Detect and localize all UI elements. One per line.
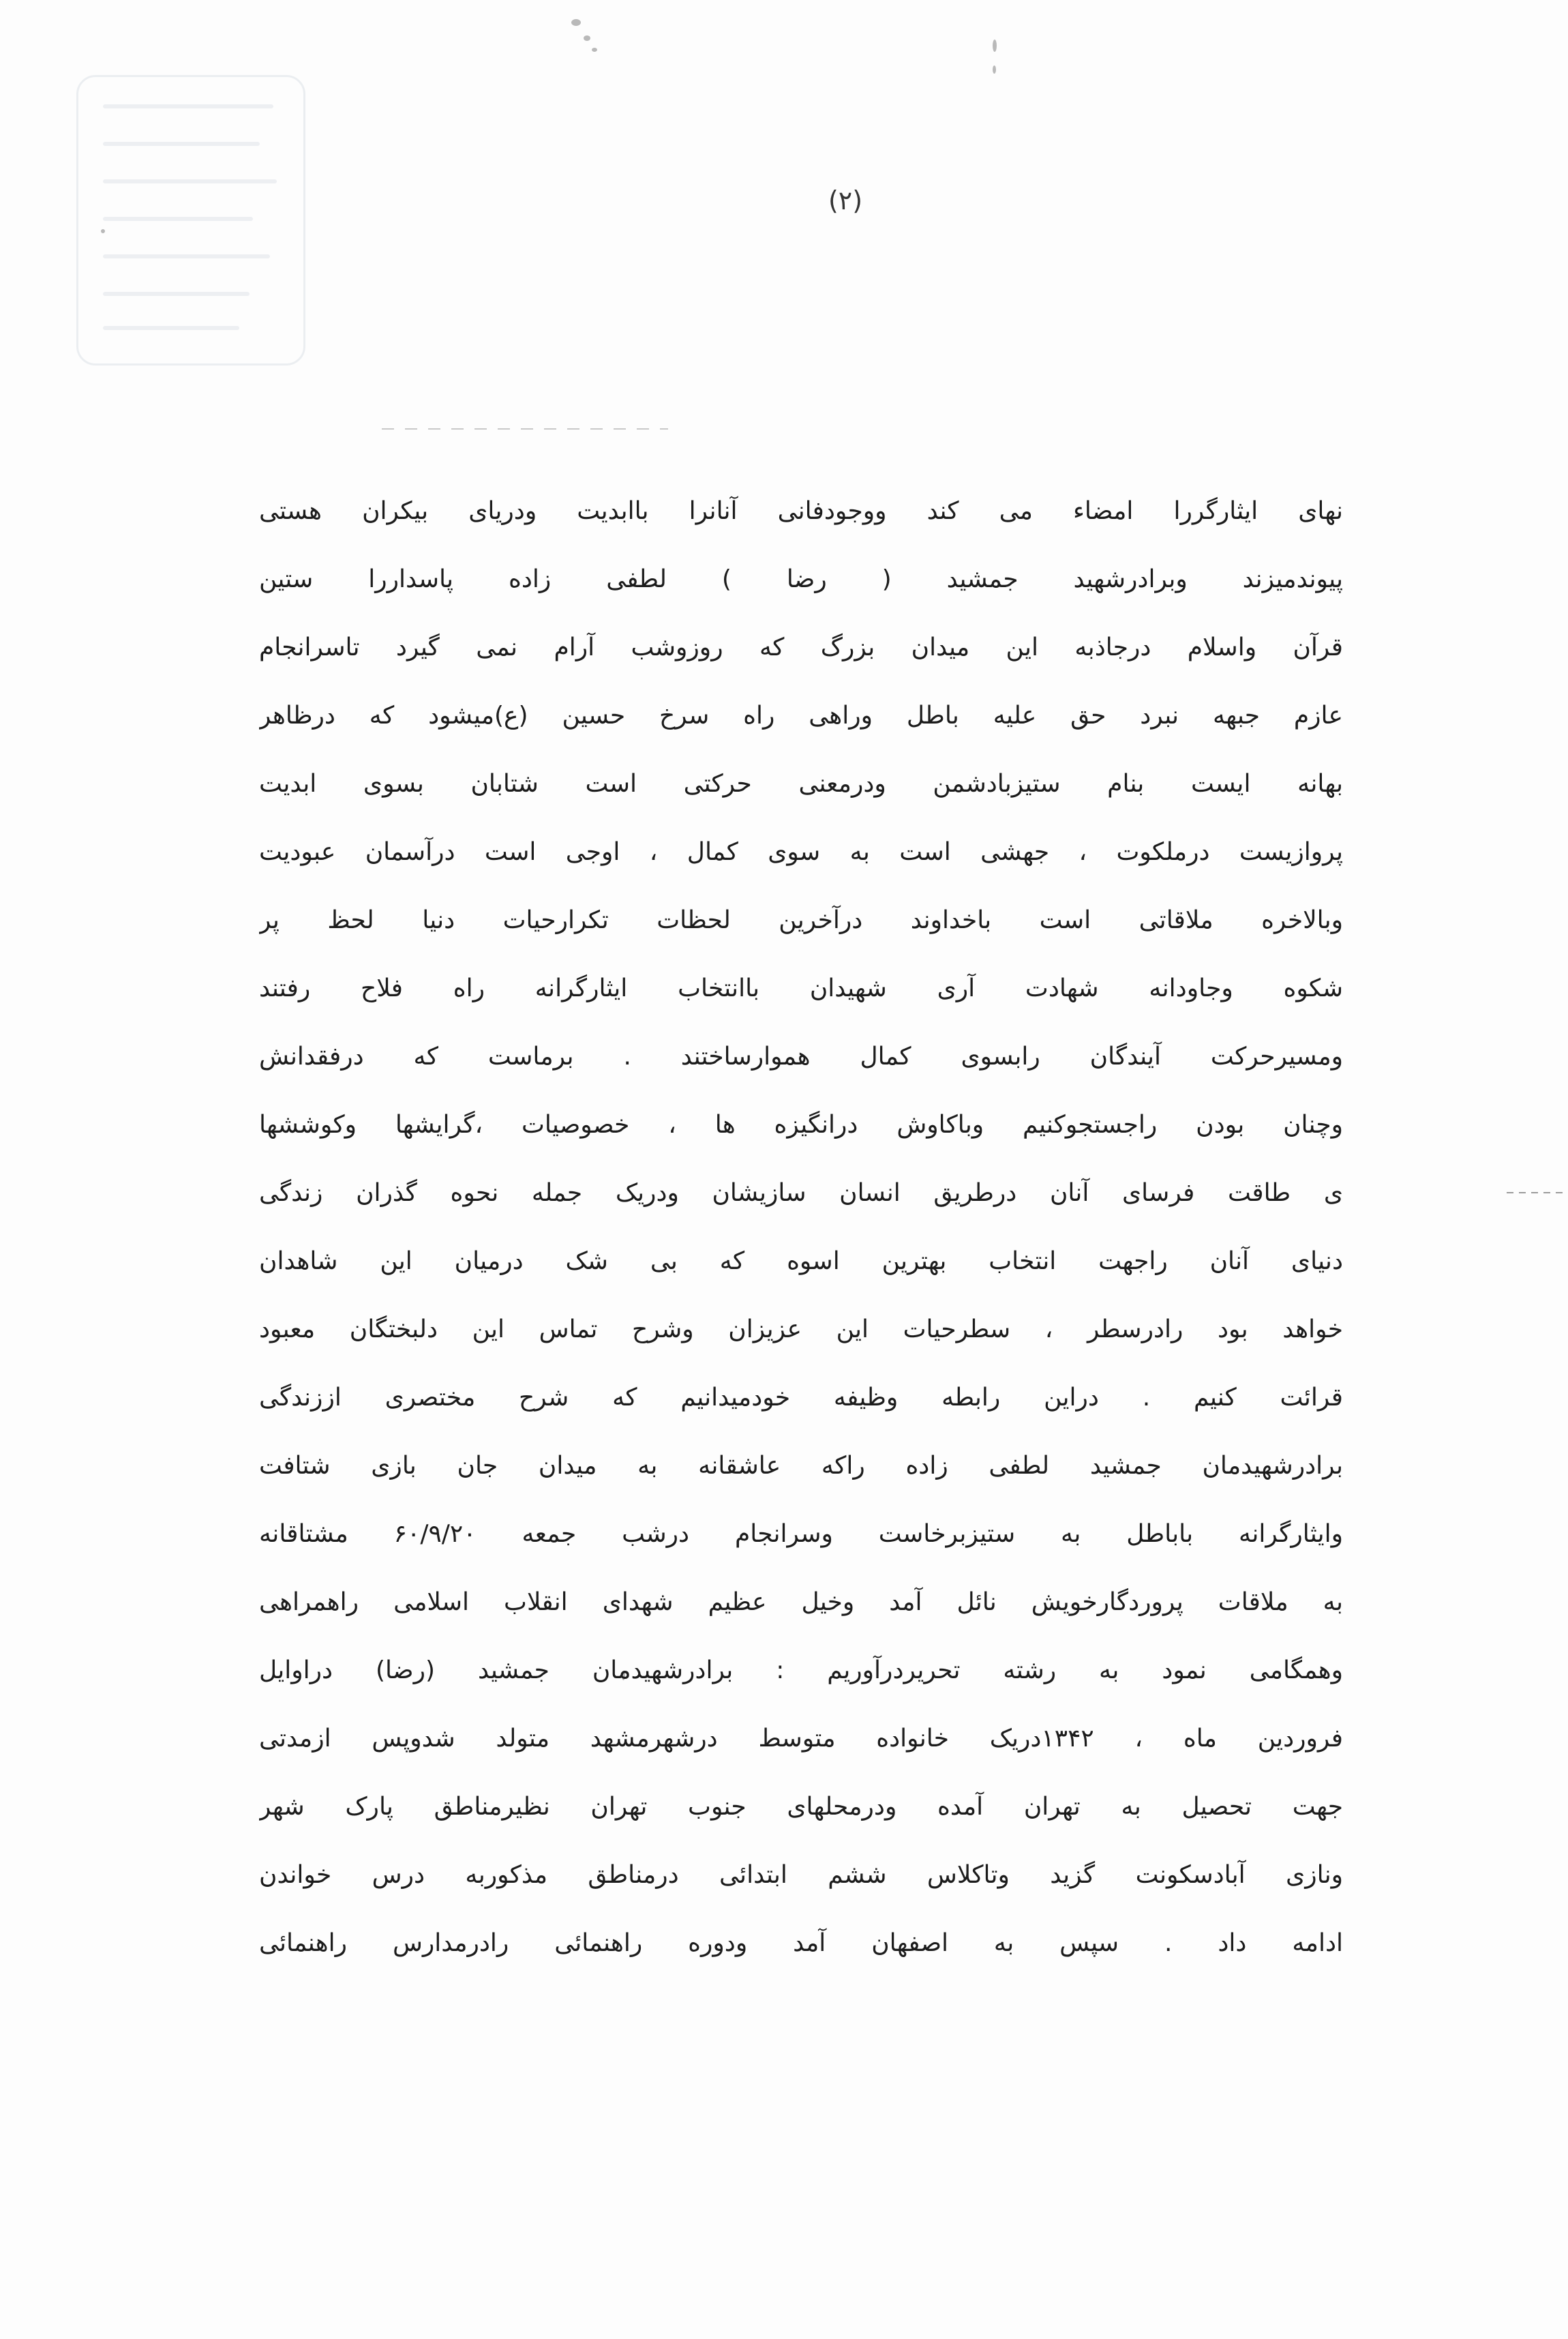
body-text xyxy=(259,477,1343,1978)
text-line: برادرشهیدمان جمشید لطفی زاده راکه عاشقانه به میدان جان بازی شتافت xyxy=(259,1452,1343,1480)
paper-speck xyxy=(592,48,597,52)
text-line: فروردین ماه ، ۱۳۴۲دریک خانواده متوسط درشهرمشهد متولد شدوپس ازمدتی xyxy=(259,1725,1343,1753)
text-line: وایثارگرانه باباطل به ستیزبرخاست وسرانجام درشب جمعه ۶۰/۹/۲۰ مشتاقانه xyxy=(259,1520,1343,1548)
stamp-line xyxy=(103,104,273,108)
text-line: نهای ایثارگررا امضاء می کند ووجودفانی آنانرا باابدیت ودریای بیکران هستی xyxy=(259,497,1343,525)
text-line: وهمگامی نمود به رشته تحریردرآوریم : برادرشهیدمان جمشید (رضا) دراوایل xyxy=(259,1656,1343,1684)
stamp-line xyxy=(103,142,260,146)
stamp-line xyxy=(103,292,250,296)
paper-speck xyxy=(101,229,105,233)
text-line: جهت تحصیل به تهران آمده ودرمحلهای جنوب تهران نظیرمناطق پارک شهر xyxy=(259,1793,1343,1821)
text-line: وچنان بودن راجستجوکنیم وباکاوش درانگیزه ها ، خصوصیات ،گرایشها وکوششها xyxy=(259,1111,1343,1139)
text-line: ومسیرحرکت آیندگان رابسوی کمال هموارساختند . برماست که درفقدانش xyxy=(259,1043,1343,1071)
text-line: قرآن واسلام درجاذبه این میدان بزرگ که روزوشب آرام نمی گیرد تاسرانجام xyxy=(259,634,1343,661)
paper-speck xyxy=(584,35,590,41)
text-line: ادامه داد . سپس به اصفهان آمد ودوره راهنمائی رادرمدارس راهنمائی xyxy=(259,1929,1343,1957)
faded-stamp-box xyxy=(76,75,305,366)
text-line: پیوندمیزند وبرادرشهید جمشید ( رضا ) لطفی زاده پاسداررا ستین xyxy=(259,565,1343,593)
paper-speck xyxy=(993,40,997,52)
text-line: به ملاقات پروردگارخویش نائل آمد وخیل عظیم شهدای انقلاب اسلامی راهمراهی xyxy=(259,1588,1343,1616)
text-line: ی طاقت فرسای آنان درطریق انسان سازیشان ودریک جمله نحوه گذران زندگی xyxy=(259,1179,1343,1207)
page-number: (۲) xyxy=(828,185,863,215)
text-line: عازم جبهه نبرد حق علیه باطل وراهی راه سرخ حسین (ع)میشود که درظاهر xyxy=(259,702,1343,730)
text-line: خواهد بود رادرسطر ، سطرحیات این عزیزان وشرح تماس این دلبختگان معبود xyxy=(259,1315,1343,1343)
paper-speck xyxy=(993,65,996,74)
text-line: شکوه وجاودانه شهادت آری شهیدان باانتخاب ایثارگرانه راه فلاح رفتند xyxy=(259,974,1343,1002)
stamp-line xyxy=(103,326,239,330)
text-line: پروازیست درملکوت ، جهشی است به سوی کمال ، اوجی است درآسمان عبودیت xyxy=(259,838,1343,866)
paper-speck xyxy=(571,19,581,26)
fold-mark xyxy=(1507,1192,1568,1193)
text-line: وبالاخره ملاقاتی است باخداوند درآخرین لحظات تکرارحیات دنیا لحظ پر xyxy=(259,906,1343,934)
text-line: بهانه ایست بنام ستیزبادشمن ودرمعنی حرکتی است شتابان بسوی ابدیت xyxy=(259,770,1343,798)
stamp-line xyxy=(103,217,253,221)
text-line: قرائت کنیم . دراین رابطه وظیفه خودمیدانیم که شرح مختصری اززندگی xyxy=(259,1384,1343,1412)
stamp-line xyxy=(103,179,277,183)
stamp-line xyxy=(103,254,270,258)
faint-rule xyxy=(382,428,668,430)
text-line: دنیای آنان راجهت انتخاب بهترین اسوه که بی شک درمیان این شاهدان xyxy=(259,1247,1343,1275)
text-line: ونازی آبادسکونت گزید وتاکلاس ششم ابتدائی درمناطق مذکوربه درس خواندن xyxy=(259,1861,1343,1889)
